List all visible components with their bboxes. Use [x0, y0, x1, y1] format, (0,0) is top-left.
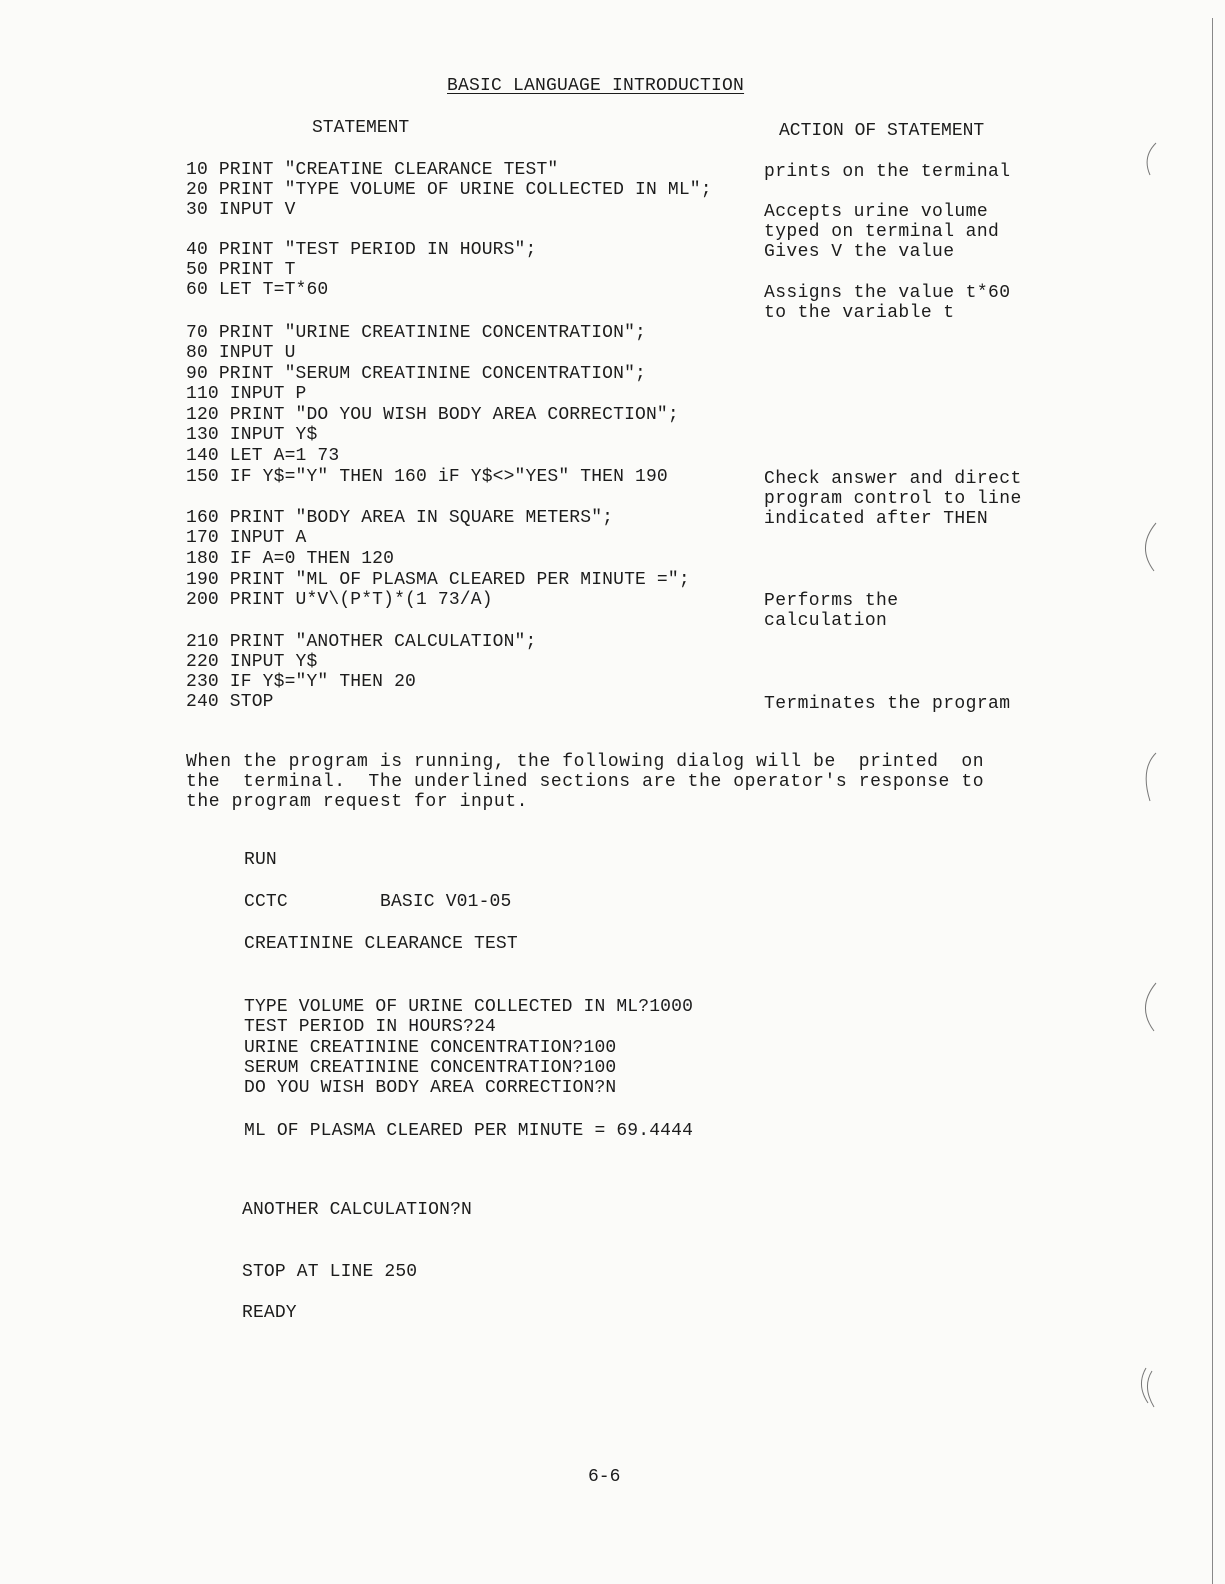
action-column-header: ACTION OF STATEMENT: [779, 121, 985, 141]
code-line: 60 LET T=T*60: [186, 280, 329, 300]
code-line: 160 PRINT "BODY AREA IN SQUARE METERS";: [186, 508, 614, 528]
code-line: 70 PRINT "URINE CREATININE CONCENTRATION";: [186, 323, 646, 343]
dialog-line: SERUM CREATININE CONCENTRATION?100: [244, 1058, 617, 1078]
code-line: 170 INPUT A: [186, 528, 307, 548]
code-line: 30 INPUT V: [186, 200, 296, 220]
dialog-line: URINE CREATININE CONCENTRATION?100: [244, 1038, 617, 1058]
dialog-line: TYPE VOLUME OF URINE COLLECTED IN ML?1000: [244, 997, 694, 1017]
action-text: Gives V the value: [764, 242, 955, 262]
code-line: 210 PRINT "ANOTHER CALCULATION";: [186, 632, 537, 652]
dialog-version: BASIC V01-05: [380, 892, 512, 912]
code-line: 200 PRINT U*V\(P*T)*(1 73/A): [186, 590, 493, 610]
action-text: Assigns the value t*60: [764, 283, 1011, 303]
binder-marks: [1130, 135, 1170, 1435]
action-text: to the variable t: [764, 303, 955, 323]
code-line: 150 IF Y$="Y" THEN 160 iF Y$<>"YES" THEN 190: [186, 467, 668, 487]
code-line: 140 LET A=1 73: [186, 446, 340, 466]
explanatory-paragraph: [186, 752, 1066, 812]
dialog-ready: READY: [242, 1303, 297, 1323]
binder-mark-icon: [1145, 523, 1156, 571]
code-line: 240 STOP: [186, 692, 274, 712]
code-line: 110 INPUT P: [186, 384, 307, 404]
code-line: 10 PRINT "CREATINE CLEARANCE TEST": [186, 160, 559, 180]
dialog-another: ANOTHER CALCULATION?N: [242, 1200, 472, 1220]
code-line: 120 PRINT "DO YOU WISH BODY AREA CORRECTION";: [186, 405, 679, 425]
paragraph-line: When the program is running, the following dialog will be printed on: [186, 752, 985, 772]
dialog-run: RUN: [244, 850, 277, 870]
dialog-line: DO YOU WISH BODY AREA CORRECTION?N: [244, 1078, 617, 1098]
code-line: 190 PRINT "ML OF PLASMA CLEARED PER MINUTE =";: [186, 570, 690, 590]
code-line: 230 IF Y$="Y" THEN 20: [186, 672, 416, 692]
action-text: calculation: [764, 611, 888, 631]
dialog-line: TEST PERIOD IN HOURS?24: [244, 1017, 496, 1037]
action-text: Terminates the program: [764, 694, 1011, 714]
code-line: 90 PRINT "SERUM CREATININE CONCENTRATION";: [186, 364, 646, 384]
code-line: 20 PRINT "TYPE VOLUME OF URINE COLLECTED IN ML";: [186, 180, 712, 200]
paragraph-line: the terminal. The underlined sections are the operator's response to: [186, 772, 985, 792]
action-text: prints on the terminal: [764, 162, 1011, 182]
page-title: BASIC LANGUAGE INTRODUCTION: [447, 76, 745, 96]
action-text: program control to line: [764, 489, 1022, 509]
binder-mark-icon: [1141, 1368, 1154, 1407]
code-line: 220 INPUT Y$: [186, 652, 318, 672]
dialog-stop: STOP AT LINE 250: [242, 1262, 418, 1282]
dialog-result: ML OF PLASMA CLEARED PER MINUTE = 69.4444: [244, 1121, 694, 1141]
binder-mark-icon: [1146, 753, 1156, 801]
dialog-system: CCTC: [244, 892, 288, 912]
code-line: 80 INPUT U: [186, 343, 296, 363]
binder-mark-icon: [1145, 983, 1156, 1031]
action-text: Accepts urine volume: [764, 202, 989, 222]
statement-column-header: STATEMENT: [312, 118, 410, 138]
action-text: indicated after THEN: [764, 509, 989, 529]
code-line: 130 INPUT Y$: [186, 425, 318, 445]
dialog-header: CREATININE CLEARANCE TEST: [244, 934, 518, 954]
binder-mark-icon: [1147, 143, 1156, 175]
code-line: 50 PRINT T: [186, 260, 296, 280]
code-line: 40 PRINT "TEST PERIOD IN HOURS";: [186, 240, 537, 260]
page-number: 6-6: [588, 1467, 621, 1487]
paragraph-line: the program request for input.: [186, 792, 529, 812]
action-text: typed on terminal and: [764, 222, 1000, 242]
page-edge-line: [1212, 18, 1213, 1584]
action-text: Performs the: [764, 591, 899, 611]
action-text: Check answer and direct: [764, 469, 1022, 489]
code-line: 180 IF A=0 THEN 120: [186, 549, 395, 569]
